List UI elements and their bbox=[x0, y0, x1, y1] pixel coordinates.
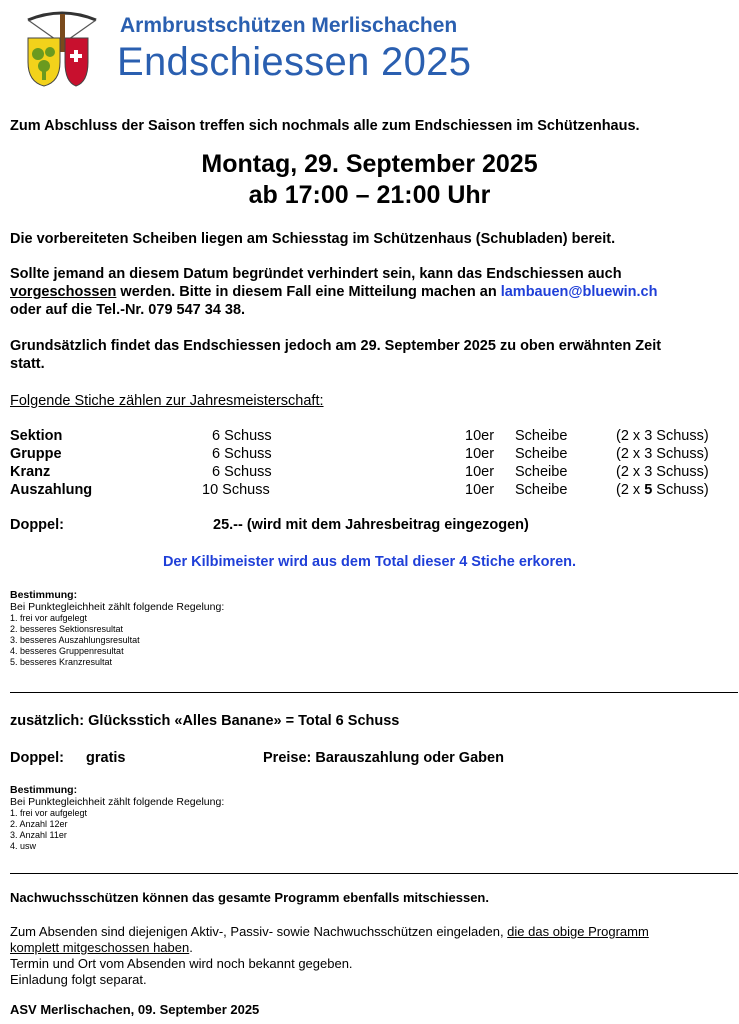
split-pre: (2 x 3 Schuss) bbox=[616, 464, 709, 480]
stich-split bbox=[616, 427, 709, 445]
club-logo bbox=[22, 10, 100, 88]
stich-shots: 6 Schuss bbox=[212, 446, 272, 462]
bestimmung-1 bbox=[10, 589, 224, 668]
stich-shots: 6 Schuss bbox=[212, 428, 272, 444]
list-item: 4. usw bbox=[10, 841, 37, 851]
split-pre: (2 x 3 Schuss) bbox=[616, 428, 709, 444]
split-pre: (2 x bbox=[616, 482, 645, 498]
stich-target: Scheibe bbox=[515, 446, 568, 462]
stich-target: Scheibe bbox=[515, 428, 568, 444]
list-item: 4. besseres Gruppenresultat bbox=[10, 646, 124, 656]
absenden-pre: Zum Absenden sind diejenigen Aktiv-, Passiv- sowie Nachwuchsschützen eingeladen, bbox=[10, 924, 508, 939]
kilbimeister-note: Der Kilbimeister wird aus dem Total dieser 4 Stiche erkoren. bbox=[162, 554, 577, 570]
principle-paragraph bbox=[10, 337, 730, 373]
list-item: 2. Anzahl 12er bbox=[10, 819, 68, 829]
stich-name: Auszahlung bbox=[10, 482, 93, 498]
org-name: Armbrustschützen Merlischachen bbox=[120, 14, 458, 37]
split-pre: (2 x 3 Schuss) bbox=[616, 446, 709, 462]
extra-doppel-label: Doppel: bbox=[10, 750, 64, 766]
advance-line-3: oder auf die Tel.-Nr. 079 547 34 38. bbox=[10, 302, 246, 318]
crossbow-shield-icon bbox=[22, 10, 100, 88]
extra-preise: Preise: Barauszahlung oder Gaben bbox=[263, 750, 504, 766]
list-item: 3. besseres Auszahlungsresultat bbox=[10, 635, 140, 645]
absenden-line-3: Termin und Ort vom Absenden wird noch bekannt gegeben. bbox=[10, 956, 353, 971]
bestimmung-title: Bestimmung: bbox=[10, 589, 78, 601]
bestimmung-title: Bestimmung: bbox=[10, 784, 78, 796]
intro-text: Zum Abschluss der Saison treffen sich nochmals alle zum Endschiessen im Schützenhaus. bbox=[10, 118, 640, 134]
stich-split bbox=[616, 445, 709, 463]
stich-split bbox=[616, 481, 709, 499]
event-time: ab 17:00 – 21:00 Uhr bbox=[248, 181, 491, 209]
divider bbox=[10, 873, 738, 874]
stich-scale: 10er bbox=[465, 428, 495, 444]
absenden-paragraph bbox=[10, 924, 735, 988]
list-item: 2. besseres Sektionsresultat bbox=[10, 624, 124, 634]
absenden-underlined-2: komplett mitgeschossen haben bbox=[10, 940, 190, 955]
extra-doppel-value: gratis bbox=[86, 750, 126, 766]
absenden-line-2 bbox=[10, 940, 735, 956]
stich-scale: 10er bbox=[465, 446, 495, 462]
bestimmung-2 bbox=[10, 784, 224, 852]
principle-line-2: statt. bbox=[10, 356, 45, 372]
stich-name: Kranz bbox=[10, 464, 51, 480]
advance-underlined: vorgeschossen bbox=[10, 284, 117, 300]
bestimmung-intro: Bei Punktegleichheit zählt folgende Regelung: bbox=[10, 601, 225, 613]
absenden-underlined-1: die das obige Programm bbox=[507, 924, 649, 939]
stiche-heading: Folgende Stiche zählen zur Jahresmeisterschaft: bbox=[10, 393, 324, 409]
doppel-value: 25.-- (wird mit dem Jahresbeitrag eingezogen) bbox=[213, 517, 529, 533]
divider bbox=[10, 692, 738, 693]
stich-scale: 10er bbox=[465, 464, 495, 480]
split-post: Schuss) bbox=[652, 482, 709, 498]
list-item: 3. Anzahl 11er bbox=[10, 830, 67, 840]
bestimmung-intro: Bei Punktegleichheit zählt folgende Regelung: bbox=[10, 796, 225, 808]
advance-line-1: Sollte jemand an diesem Datum begründet verhindert sein, kann das Endschiessen auch bbox=[10, 266, 622, 282]
stich-split bbox=[616, 463, 709, 481]
extra-stich-title: zusätzlich: Glücksstich «Alles Banane» = Total 6 Schuss bbox=[10, 713, 400, 729]
stich-target: Scheibe bbox=[515, 482, 568, 498]
stich-shots: 6 Schuss bbox=[212, 464, 272, 480]
advance-mid: werden. Bitte in diesem Fall eine Mitteilung machen an bbox=[116, 284, 501, 300]
list-item: 1. frei vor aufgelegt bbox=[10, 808, 88, 818]
youth-note: Nachwuchsschützen können das gesamte Programm ebenfalls mitschiessen. bbox=[10, 890, 489, 905]
advance-line-2 bbox=[10, 283, 730, 301]
absenden-line-1 bbox=[10, 924, 735, 940]
advance-paragraph bbox=[10, 265, 730, 319]
list-item: 1. frei vor aufgelegt bbox=[10, 613, 88, 623]
stich-name: Gruppe bbox=[10, 446, 62, 462]
stich-target: Scheibe bbox=[515, 464, 568, 480]
targets-text: Die vorbereiteten Scheiben liegen am Schiesstag im Schützenhaus (Schubladen) bereit. bbox=[10, 231, 616, 247]
absenden-line-4: Einladung folgt separat. bbox=[10, 972, 147, 987]
list-item: 5. besseres Kranzresultat bbox=[10, 657, 113, 667]
signature: ASV Merlischachen, 09. September 2025 bbox=[10, 1002, 260, 1017]
email-link[interactable]: lambauen@bluewin.ch bbox=[500, 284, 658, 300]
split-bold: 5 bbox=[644, 482, 653, 498]
stich-shots: 10 Schuss bbox=[202, 482, 270, 498]
event-date: Montag, 29. September 2025 bbox=[201, 150, 538, 178]
event-title: Endschiessen 2025 bbox=[117, 40, 472, 84]
stich-name: Sektion bbox=[10, 428, 63, 444]
principle-line-1: Grundsätzlich findet das Endschiessen jedoch am 29. September 2025 zu oben erwähnten Zeit bbox=[10, 338, 662, 354]
stich-scale: 10er bbox=[465, 482, 495, 498]
absenden-post: . bbox=[189, 940, 193, 955]
doppel-label: Doppel: bbox=[10, 517, 64, 533]
